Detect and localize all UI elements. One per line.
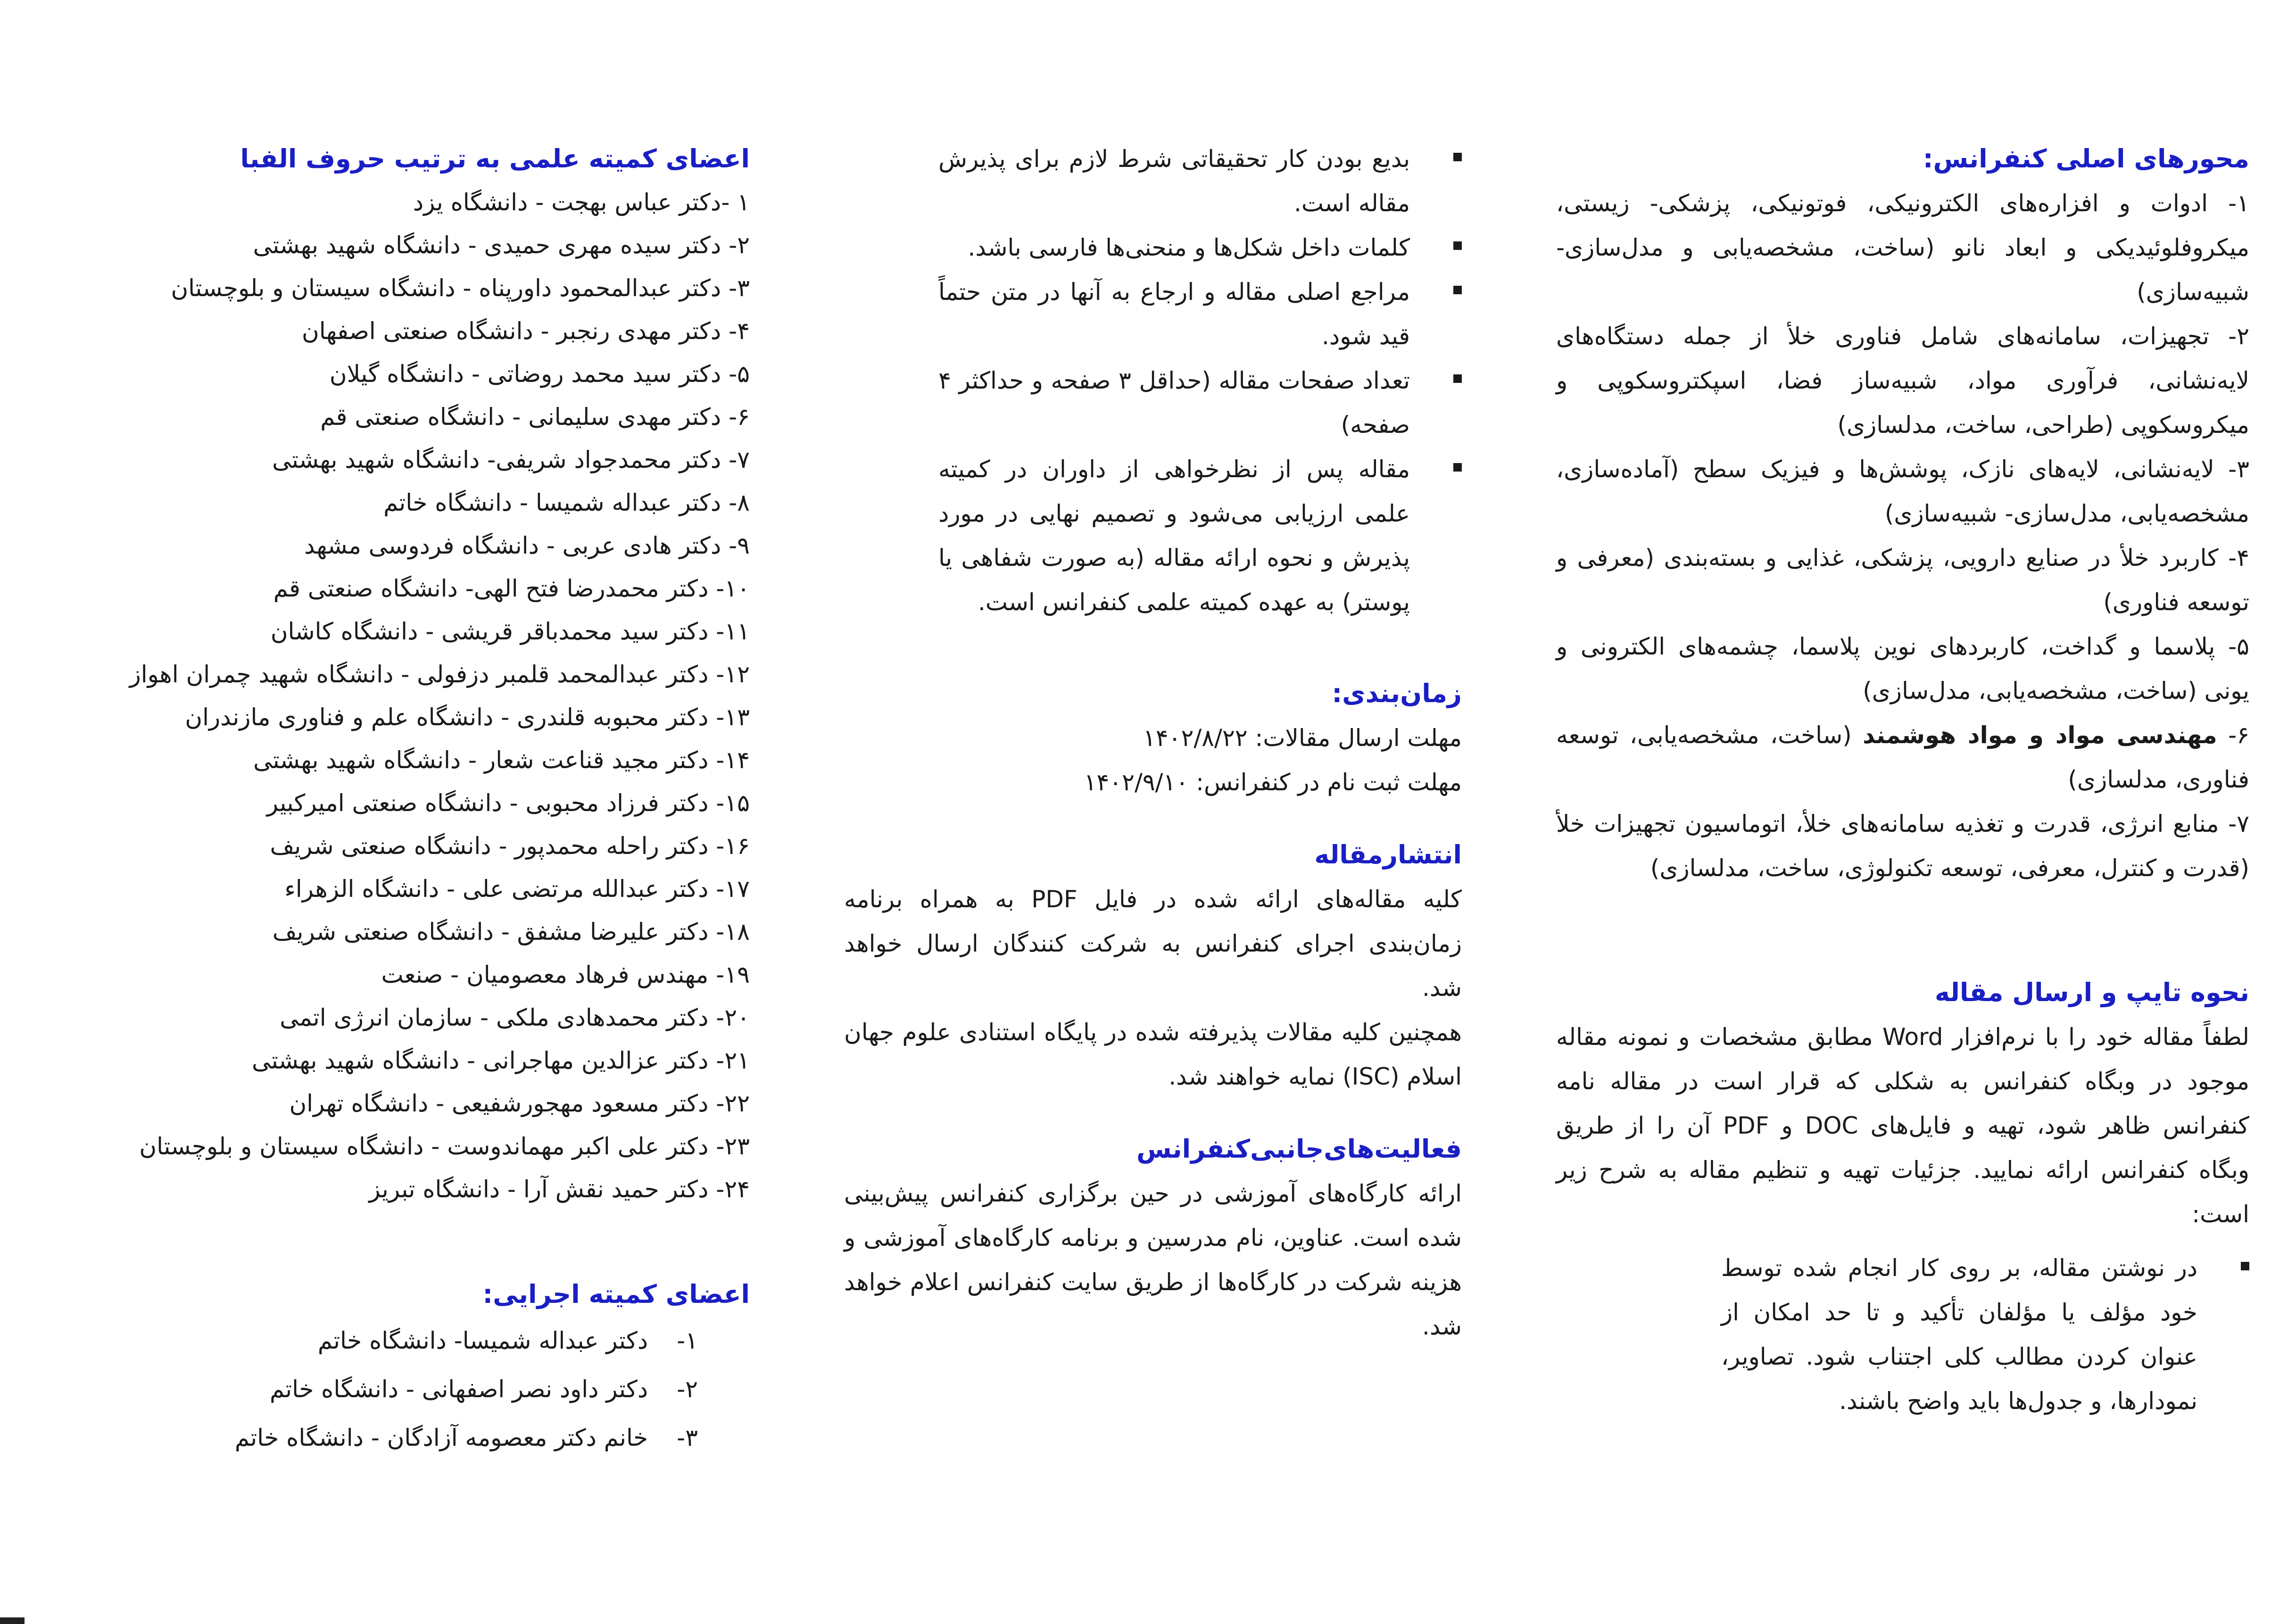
committee-member: ۱۶- دکتر راحله محمدپور - دانشگاه صنعتی شریف xyxy=(270,832,750,860)
requirement-text: مراجع اصلی مقاله و ارجاع به آنها در متن حتماً قید شود. xyxy=(938,278,1410,350)
format-bullets xyxy=(1556,1246,2249,1423)
requirement-item xyxy=(938,270,1462,358)
axis-item: ۱- ادوات و افزاره‌های الکترونیکی، فوتونیکی، پزشکی- زیستی، میکروفلوئیدیکی و ابعاد نانو (ساخت، مشخصه‌یابی و مدل‌سازی- شبیه‌سازی) xyxy=(1556,190,2249,306)
axis-item xyxy=(1556,713,2249,802)
committee-member: ۴- دکتر مهدی رنجبر - دانشگاه صنعتی اصفهان xyxy=(302,317,750,345)
executive-member-name: خانم دکتر معصومه آزادگان - دانشگاه خاتم xyxy=(234,1424,648,1451)
executive-committee-heading: اعضای کمیته اجرایی: xyxy=(482,1279,750,1309)
format-heading: نحوه تایپ و ارسال مقاله xyxy=(1934,978,2249,1007)
executive-member xyxy=(94,1414,698,1462)
committee-member: ۲۱- دکتر عزالدین مهاجرانی - دانشگاه شهید بهشتی xyxy=(252,1047,750,1074)
committee-member: ۱۳- دکتر محبوبه قلندری - دانشگاه علم و فناوری مازندران xyxy=(185,704,750,731)
requirements-list xyxy=(844,137,1462,624)
axis-item: ۷- منابع انرژی، قدرت و تغذیه سامانه‌های خلأ، اتوماسیون تجهیزات خلأ (قدرت و کنترل، معرفی، توسعه تکنولوژی، ساخت، مدلسازی) xyxy=(1556,810,2249,882)
requirement-item xyxy=(938,358,1462,447)
middle-column xyxy=(844,137,1462,1349)
schedule-registration-deadline: مهلت ثبت نام در کنفرانس: ۱۴۰۲/۹/۱۰ xyxy=(1084,769,1462,796)
executive-member-name: دکتر داود نصر اصفهانی - دانشگاه خاتم xyxy=(269,1375,648,1403)
bullet-square-icon xyxy=(2241,1262,2249,1270)
schedule-submission-deadline: مهلت ارسال مقالات: ۱۴۰۲/۸/۲۲ xyxy=(1143,724,1462,752)
committee-member: ۱۷- دکتر عبدالله مرتضی علی - دانشگاه الزهراء xyxy=(284,875,750,903)
axis-6-title: مهندسی مواد و مواد هوشمند xyxy=(1863,721,2217,749)
axis-6-number: ۶- xyxy=(2228,721,2249,749)
bullet-square-icon xyxy=(1453,241,1462,250)
committee-member: ۱ -دکتر عباس بهجت - دانشگاه یزد xyxy=(413,189,750,216)
committee-member: ۱۵- دکتر فرزاد محبوبی - دانشگاه صنعتی امیرکبیر xyxy=(266,789,750,817)
committee-member: ۳- دکتر عبدالمحمود داورپناه - دانشگاه سیستان و بلوچستان xyxy=(171,274,750,302)
executive-member-name: دکتر عبداله شمیسا- دانشگاه خاتم xyxy=(317,1327,648,1354)
requirement-text: بدیع بودن کار تحقیقاتی شرط لازم برای پذیرش مقاله است. xyxy=(938,145,1410,217)
committee-member: ۲۰- دکتر محمدهادی ملکی - سازمان انرژی اتمی xyxy=(280,1004,750,1031)
format-text: لطفاً مقاله خود را با نرم‌افزار Word مطابق مشخصات و نمونه مقاله موجود در وبگاه کنفرانس به شکلی که قرار است در مقاله نامه کنفرانس ظاهر شود، تهیه و فایل‌های DOC و PDF آن را از طریق وبگاه کنفرانس ارائه نمایید. جزئیات تهیه و تنظیم مقاله به شرح زیر است: xyxy=(1556,1023,2249,1228)
requirement-text: کلمات داخل شکل‌ها و منحنی‌ها فارسی باشد. xyxy=(968,234,1410,261)
publish-text-isc: همچنین کلیه مقالات پذیرفته شده در پایگاه استنادی علوم جهان اسلام (ISC) نمایه خواهند شد. xyxy=(844,1019,1462,1090)
format-bullet-text: در نوشتن مقاله، بر روی کار انجام شده توسط خود مؤلف یا مؤلفان تأکید و تا حد امکان از عنوان کردن مطالب کلی اجتناب شود. تصاویر، نمودارها، و جدول‌ها باید واضح باشند. xyxy=(1721,1254,2197,1415)
right-column xyxy=(1556,137,2249,1423)
bullet-square-icon xyxy=(1453,463,1462,472)
requirement-item xyxy=(938,447,1462,624)
bullet-square-icon xyxy=(1453,153,1462,161)
committee-member: ۱۱- دکتر سید محمدباقر قریشی - دانشگاه کاشان xyxy=(270,618,750,645)
requirement-text: مقاله پس از نظرخواهی از داوران در کمیته علمی ارزیابی می‌شود و تصمیم نهایی در مورد پذیرش و نحوه ارائه مقاله (به صورت شفاهی یا پوستر) به عهده کمیته علمی کنفرانس است. xyxy=(938,456,1410,616)
committee-member: ۲۲- دکتر مسعود مهجورشفیعی - دانشگاه تهران xyxy=(289,1090,750,1117)
bullet-square-icon xyxy=(1453,286,1462,294)
scientific-committee-list xyxy=(94,181,750,1211)
publish-text: کلیه مقاله‌های ارائه شده در فایل PDF به همراه برنامه زمان‌بندی اجرای کنفرانس به شرکت کنندگان ارسال خواهد شد. xyxy=(844,886,1462,1002)
committee-member: ۱۴- دکتر مجید قناعت شعار - دانشگاه شهید بهشتی xyxy=(253,746,750,774)
publish-heading: انتشارمقاله xyxy=(1314,840,1462,870)
executive-member-number: ۱- xyxy=(677,1327,698,1354)
executive-member xyxy=(94,1317,698,1365)
axis-item: ۲- تجهیزات، سامانه‌های شامل فناوری خلأ از جمله دستگاه‌های لایه‌نشانی، فرآوری مواد، شبیه‌ساز فضا، اسپکتروسکوپی و میکروسکوپی (طراحی، ساخت، مدلسازی) xyxy=(1556,323,2249,439)
committee-member: ۷- دکتر محمدجواد شریفی- دانشگاه شهید بهشتی xyxy=(272,446,750,473)
executive-member-number: ۲- xyxy=(677,1375,698,1403)
executive-committee-list xyxy=(94,1317,750,1462)
requirement-text: تعداد صفحات مقاله (حداقل ۳ صفحه و حداکثر ۴ صفحه) xyxy=(938,367,1410,439)
scientific-committee-heading: اعضای کمیته علمی به ترتیب حروف الفبا xyxy=(240,144,750,174)
activities-text: ارائه کارگاه‌های آموزشی در حین برگزاری کنفرانس پیش‌بینی شده است. عناوین، نام مدرسین و برنامه کارگاه‌های آموزشی و هزینه شرکت در کارگاه‌ها از طریق سایت کنفرانس اعلام خواهد شد. xyxy=(844,1180,1462,1340)
corner-mark xyxy=(0,1617,25,1624)
committee-member: ۹- دکتر هادی عربی - دانشگاه فردوسی مشهد xyxy=(304,532,750,559)
committee-member: ۶- دکتر مهدی سلیمانی - دانشگاه صنعتی قم xyxy=(320,403,750,431)
requirement-item xyxy=(938,225,1462,270)
bullet-square-icon xyxy=(1453,374,1462,383)
format-bullet xyxy=(1721,1246,2249,1423)
executive-member xyxy=(94,1365,698,1414)
committee-member: ۱۲- دکتر عبدالمحمد قلمبر دزفولی - دانشگاه شهید چمران اهواز xyxy=(129,661,750,688)
axis-item: ۴- کاربرد خلأ در صنایع دارویی، پزشکی، غذایی و بسته‌بندی (معرفی و توسعه فناوری) xyxy=(1556,544,2249,616)
requirement-item xyxy=(938,137,1462,225)
committee-member: ۲۳- دکتر علی اکبر مهماندوست - دانشگاه سیستان و بلوچستان xyxy=(139,1133,750,1160)
axes-list xyxy=(1556,181,2249,890)
committee-member: ۱۰- دکتر محمدرضا فتح الهی- دانشگاه صنعتی قم xyxy=(273,575,750,602)
axis-6-detail: (ساخت، مشخصه‌یابی، توسعه فناوری، مدلسازی) xyxy=(1556,721,2249,793)
axis-item: ۵- پلاسما و گداخت، کاربردهای نوین پلاسما، چشمه‌های الکترونی و یونی (ساخت، مشخصه‌یابی، مدل‌سازی) xyxy=(1556,633,2249,704)
committee-member: ۲۴- دکتر حمید نقش آرا - دانشگاه تبریز xyxy=(369,1176,750,1203)
committee-member: ۲- دکتر سیده مهری حمیدی - دانشگاه شهید بهشتی xyxy=(253,232,750,259)
committee-member: ۸- دکتر عبداله شمیسا - دانشگاه خاتم xyxy=(383,489,750,516)
axes-heading: محورهای اصلی کنفرانس: xyxy=(1923,144,2249,174)
activities-heading: فعالیت‌های‌جانبی‌کنفرانس xyxy=(1136,1134,1462,1164)
left-column xyxy=(94,137,750,1462)
axis-item: ۳- لایه‌نشانی، لایه‌های نازک، پوشش‌ها و فیزیک سطح (آماده‌سازی، مشخصه‌یابی، مدل‌سازی- شبیه‌سازی) xyxy=(1556,456,2249,527)
committee-member: ۱۹- مهندس فرهاد معصومیان - صنعت xyxy=(381,961,750,988)
schedule-heading: زمان‌بندی: xyxy=(1332,679,1462,708)
executive-member-number: ۳- xyxy=(677,1424,698,1451)
committee-member: ۱۸- دکتر علیرضا مشفق - دانشگاه صنعتی شریف xyxy=(272,918,750,945)
committee-member: ۵- دکتر سید محمد روضاتی - دانشگاه گیلان xyxy=(329,360,750,388)
